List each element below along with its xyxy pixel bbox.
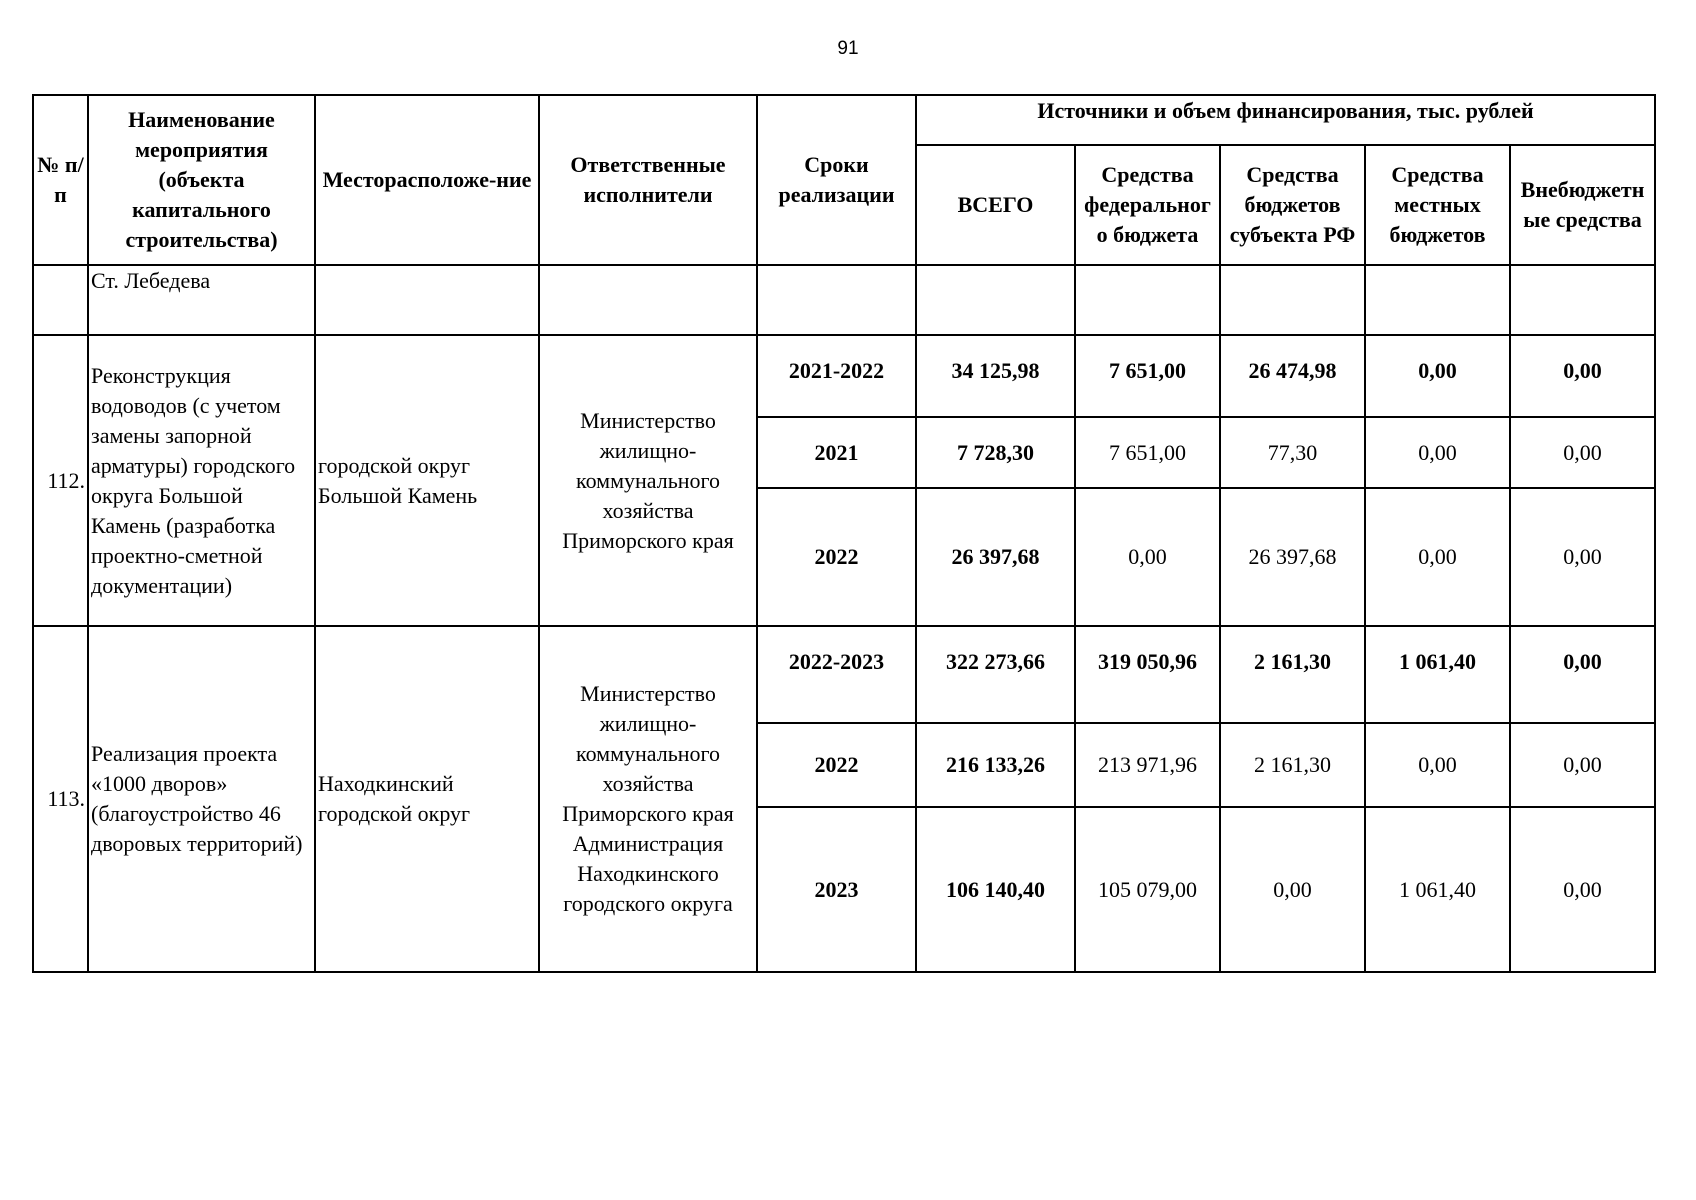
subject-cell: 2 161,30 — [1220, 723, 1365, 807]
cell-empty — [1075, 265, 1220, 335]
local-cell: 0,00 — [1365, 488, 1510, 626]
subject-cell: 77,30 — [1220, 417, 1365, 488]
period-cell: 2022-2023 — [757, 626, 916, 723]
cell-empty — [916, 265, 1075, 335]
page-number: 91 — [837, 38, 859, 59]
local-cell: 0,00 — [1365, 335, 1510, 417]
row-location: Находкинский городской округ — [315, 626, 539, 972]
row-number: 112. — [33, 335, 88, 626]
row-responsible: Министерство жилищно-коммунального хозяйства Приморского края Администрация Находкинского городского округа — [539, 626, 757, 972]
period-cell: 2023 — [757, 807, 916, 972]
row-name: Реконструкция водоводов (с учетом замены запорной арматуры) городского округа Большой Камень (разработка проектно-сметной документации) — [88, 335, 315, 626]
total-cell: 216 133,26 — [916, 723, 1075, 807]
row-responsible: Министерство жилищно-коммунального хозяйства Приморского края — [539, 335, 757, 626]
continuation-row — [33, 265, 1655, 335]
extra-cell: 0,00 — [1510, 417, 1655, 488]
cell-empty — [757, 265, 916, 335]
cell-empty — [1220, 265, 1365, 335]
total-cell: 106 140,40 — [916, 807, 1075, 972]
extra-cell: 0,00 — [1510, 335, 1655, 417]
federal-cell: 319 050,96 — [1075, 626, 1220, 723]
subject-cell: 26 474,98 — [1220, 335, 1365, 417]
table-row — [33, 335, 1655, 417]
row-location: городской округ Большой Камень — [315, 335, 539, 626]
header-period: Сроки реализации — [757, 95, 916, 265]
header-subject: Средства бюджетов субъекта РФ — [1220, 145, 1365, 265]
continuation-name: Ст. Лебедева — [88, 265, 315, 335]
cell-empty — [1510, 265, 1655, 335]
total-cell: 322 273,66 — [916, 626, 1075, 723]
period-cell: 2021 — [757, 417, 916, 488]
cell-empty — [1365, 265, 1510, 335]
local-cell: 0,00 — [1365, 417, 1510, 488]
federal-cell: 105 079,00 — [1075, 807, 1220, 972]
header-responsible: Ответственные исполнители — [539, 95, 757, 265]
subject-cell: 0,00 — [1220, 807, 1365, 972]
period-cell: 2021-2022 — [757, 335, 916, 417]
local-cell: 1 061,40 — [1365, 807, 1510, 972]
period-cell: 2022 — [757, 723, 916, 807]
subject-cell: 2 161,30 — [1220, 626, 1365, 723]
header-num: № п/п — [33, 95, 88, 265]
cell-empty — [539, 265, 757, 335]
extra-cell: 0,00 — [1510, 723, 1655, 807]
extra-cell: 0,00 — [1510, 807, 1655, 972]
row-number: 113. — [33, 626, 88, 972]
total-cell: 26 397,68 — [916, 488, 1075, 626]
federal-cell: 7 651,00 — [1075, 335, 1220, 417]
federal-cell: 213 971,96 — [1075, 723, 1220, 807]
table-row — [33, 626, 1655, 723]
federal-cell: 7 651,00 — [1075, 417, 1220, 488]
header-federal: Средства федеральног о бюджета — [1075, 145, 1220, 265]
extra-cell: 0,00 — [1510, 626, 1655, 723]
period-cell: 2022 — [757, 488, 916, 626]
header-sources: Источники и объем финансирования, тыс. рублей — [916, 95, 1655, 145]
row-name: Реализация проекта «1000 дворов» (благоустройство 46 дворовых территорий) — [88, 626, 315, 972]
total-cell: 34 125,98 — [916, 335, 1075, 417]
header-extra: Внебюджетн ые средства — [1510, 145, 1655, 265]
cell-empty — [315, 265, 539, 335]
subject-cell: 26 397,68 — [1220, 488, 1365, 626]
header-total: ВСЕГО — [916, 145, 1075, 265]
cell-empty — [33, 265, 88, 335]
financing-table — [32, 94, 1656, 973]
local-cell: 0,00 — [1365, 723, 1510, 807]
header-row-1 — [33, 95, 1655, 145]
header-local: Средства местных бюджетов — [1365, 145, 1510, 265]
federal-cell: 0,00 — [1075, 488, 1220, 626]
total-cell: 7 728,30 — [916, 417, 1075, 488]
extra-cell: 0,00 — [1510, 488, 1655, 626]
header-name: Наименование мероприятия (объекта капитального строительства) — [88, 95, 315, 265]
header-location: Месторасположе-ние — [315, 95, 539, 265]
local-cell: 1 061,40 — [1365, 626, 1510, 723]
